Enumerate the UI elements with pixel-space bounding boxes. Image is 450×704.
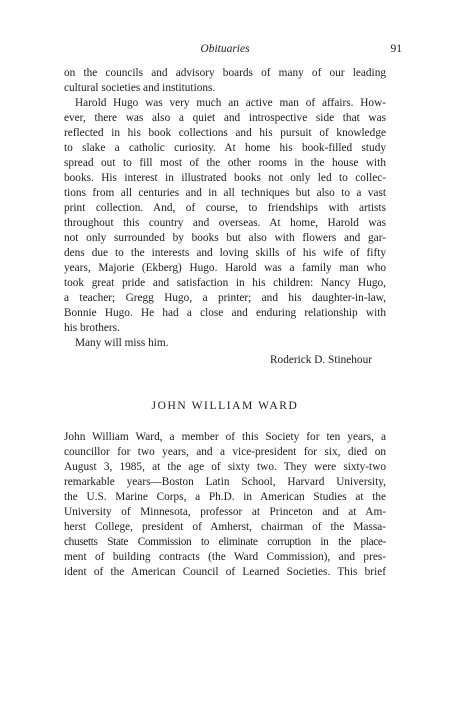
text-line: August 3, 1985, at the age of sixty two. They were sixty-two (64, 461, 386, 473)
text-line: on the councils and advisory boards of many of our leading (64, 67, 386, 79)
text-line: remarkable years—Boston Latin School, Harvard University, (64, 476, 386, 488)
text-line: books. His interest in illustrated books not only led to collec- (64, 172, 386, 184)
signature: Roderick D. Stinehour (270, 354, 372, 366)
body-text (64, 66, 386, 580)
text-line: herst College, president of Amherst, chairman of the Massa- (64, 521, 386, 533)
text-line: took great pride and satisfaction in his children: Nancy Hugo, (64, 277, 386, 289)
text-line: not only surrounded by books but also with flowers and gar- (64, 232, 386, 244)
text-line: John William Ward, a member of this Society for ten years, a (64, 431, 386, 443)
text-line: Many will miss him. (75, 337, 169, 349)
text-line: dens due to the interests and loving skills of his wife of fifty (64, 247, 386, 259)
paragraph-john-william-ward (64, 430, 386, 580)
paragraph-harold-hugo (64, 96, 386, 336)
text-line: councillor for two years, and a vice-president for six, died on (64, 446, 386, 458)
text-line: spread out to fill most of the other rooms in the house with (64, 157, 386, 169)
running-title: Obituaries (200, 43, 250, 55)
signature-block (64, 351, 386, 369)
text-line: throughout this country and overseas. At home, Harold was (64, 217, 386, 229)
text-line: print collection. And, of course, to friendships with artists (64, 202, 386, 214)
text-line: chusetts State Commission to eliminate corruption in the place- (64, 536, 386, 548)
text-line: University of Minnesota, professor at Princeton and at Am- (64, 506, 386, 518)
page-number: 91 (390, 43, 402, 55)
text-line: ident of the American Council of Learned Societies. This brief (64, 566, 386, 578)
text-line: his brothers. (64, 322, 120, 334)
paragraph-continued (64, 66, 386, 96)
text-line: years, Majorie (Ekberg) Hugo. Harold was a family man who (64, 262, 386, 274)
text-line: reflected in his book collections and his pursuit of knowledge (64, 127, 386, 139)
text-line: the U.S. Marine Corps, a Ph.D. in American Studies at the (64, 491, 386, 503)
text-line: Harold Hugo was very much an active man of affairs. How- (75, 97, 386, 109)
paragraph-closing (64, 336, 386, 351)
text-line: Bonnie Hugo. He had a close and enduring relationship with (64, 307, 386, 319)
text-line: to slake a catholic curiosity. At home his book-filled study (64, 142, 386, 154)
text-line: ment of building contracts (the Ward Commission), and pres- (64, 551, 386, 563)
text-line: cultural societies and institutions. (64, 82, 216, 94)
running-head (0, 43, 450, 59)
text-line: tions from all centuries and in all techniques but also to a vast (64, 187, 386, 199)
text-line: ever, there was also a quiet and introspective side that was (64, 112, 386, 124)
section-title: JOHN WILLIAM WARD (151, 400, 299, 412)
text-line: a teacher; Gregg Hugo, a printer; and his daughter-in-law, (64, 292, 386, 304)
